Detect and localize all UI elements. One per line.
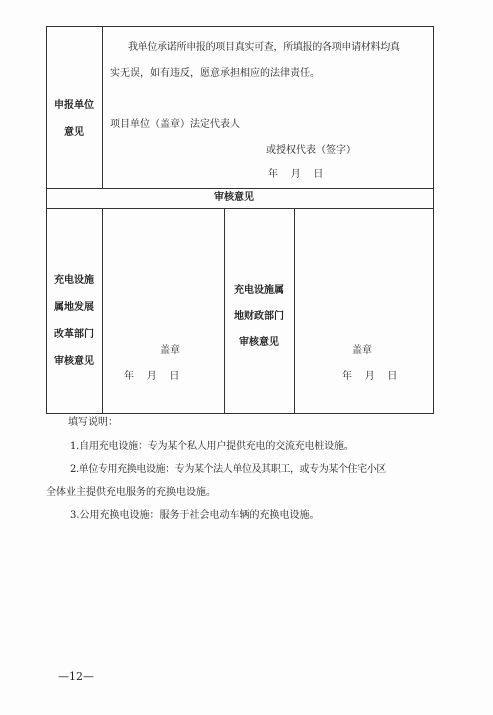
notes-item-1: 1.自用充电设施：专为某个私人用户提供充电的交流充电桩设施。 — [70, 441, 354, 452]
dev-dept-line2: 属地发展 — [54, 302, 94, 313]
applicant-date: 年 月 日 — [268, 169, 324, 180]
notes-title: 填写说明： — [68, 417, 118, 428]
notes-item-3: 3.公用充换电设施：服务于社会电动车辆的充换电设施。 — [70, 510, 320, 521]
finance-dept-line1: 充电设施属 — [234, 285, 284, 296]
legal-representative: 项目单位（盖章）法定代表人 — [110, 119, 240, 130]
dev-dept-label — [46, 267, 102, 375]
review-header: 审核意见 — [214, 192, 254, 203]
dev-dept-line1: 充电设施 — [54, 275, 94, 286]
applicant-bottom-rule — [46, 188, 434, 189]
finance-dept-seal: 盖章 — [352, 345, 372, 356]
notes-item-2-line1: 2.单位专用充换电设施：专为某个法人单位及其职工，或专为某个住宅小区 — [70, 464, 386, 475]
finance-dept-label — [224, 278, 294, 356]
applicant-column-divider — [102, 26, 103, 188]
review-header-rule — [46, 208, 434, 209]
finance-dept-line2: 地财政部门 — [234, 311, 284, 322]
dev-dept-seal: 盖章 — [160, 345, 180, 356]
commitment-line2: 实无误，如有违反，愿意承担相应的法律责任。 — [110, 68, 320, 79]
authorized-representative: 或授权代表（签字） — [266, 145, 356, 156]
dev-dept-line3: 改革部门 — [54, 329, 94, 340]
applicant-label — [46, 92, 102, 146]
applicant-label-line1: 申报单位 — [54, 100, 94, 111]
dev-dept-date: 年 月 日 — [124, 371, 180, 382]
dev-dept-line4: 审核意见 — [54, 356, 94, 367]
review-divider-3 — [294, 208, 295, 414]
page-number: —12— — [58, 670, 94, 683]
finance-dept-line3: 审核意见 — [239, 337, 279, 348]
finance-dept-date: 年 月 日 — [342, 371, 398, 382]
notes-item-2-line2: 全体业主提供充电服务的充换电设施。 — [46, 487, 216, 498]
applicant-label-line2: 意见 — [64, 127, 84, 138]
review-divider-1 — [102, 208, 103, 414]
commitment-line1: 我单位承诺所申报的项目真实可查，所填报的各项申请材料均真 — [128, 42, 400, 53]
